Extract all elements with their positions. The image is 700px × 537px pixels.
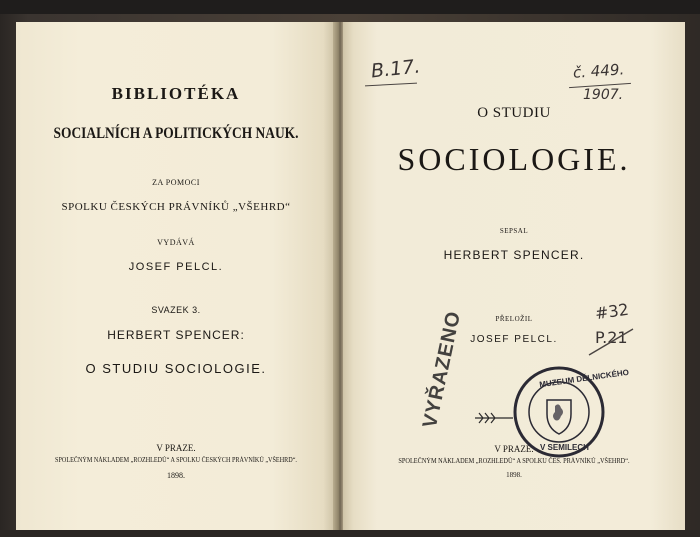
handwritten-mark-2: P.21 — [595, 328, 628, 347]
handwritten-mark-1: #32 — [593, 299, 630, 324]
imprint-publisher-right: SPOLEČNÝM NÁKLADEM „ROZHLEDŮ“ A SPOLKU ČES. PRÁVNÍKŮ „VŠEHRD“. — [398, 457, 630, 465]
sepsal-label: SEPSAL — [499, 227, 529, 235]
bottom-tape — [0, 530, 700, 537]
author-name: HERBERT SPENCER: — [107, 328, 245, 342]
left-page — [16, 22, 336, 530]
title-small: O STUDIU — [477, 105, 551, 121]
series-title: BIBLIOTÉKA — [111, 84, 241, 103]
za-pomoci-label: ZA POMOCI — [152, 178, 200, 187]
handwritten-shelfmark: B.17. — [369, 55, 422, 83]
series-subtitle: SOCIALNÍCH A POLITICKÝCH NAUK. — [53, 125, 299, 142]
sprig-icon — [473, 410, 515, 426]
work-title: O STUDIU SOCIOLOGIE. — [85, 361, 267, 376]
translator-name: JOSEF PELCL. — [470, 334, 558, 345]
imprint-city-right: V PRAZE. — [494, 444, 534, 454]
imprint-year: 1898. — [167, 471, 185, 480]
right-page — [343, 22, 685, 530]
volume-label: SVAZEK 3. — [151, 305, 201, 315]
imprint-city: V PRAZE. — [156, 443, 196, 453]
society-name: SPOLKU ČESKÝCH PRÁVNÍKŮ „VŠEHRD“ — [61, 201, 291, 213]
handwritten-year: 1907. — [583, 87, 624, 103]
discarded-stamp: VYŘAZENO — [418, 308, 466, 430]
museum-stamp-top: MUZEUM DĚLNICKÉHO — [538, 367, 630, 390]
handwritten-number: č. 449. — [572, 60, 625, 82]
editor-name: JOSEF PELCL. — [128, 261, 224, 273]
vydava-label: VYDÁVÁ — [157, 238, 195, 247]
main-title: SOCIOLOGIE. — [397, 141, 631, 177]
prelozil-label: PŘELOŽIL — [495, 315, 533, 323]
top-tape — [0, 0, 700, 14]
imprint-publisher: SPOLEČNÝM NÁKLADEM „ROZHLEDŮ“ A SPOLKU ČESKÝCH PRÁVNÍKŮ „VŠEHRD“. — [55, 456, 297, 464]
author-name-right: HERBERT SPENCER. — [443, 248, 585, 262]
museum-stamp-bottom: V SEMILECH — [540, 443, 589, 452]
handwritten-underline — [365, 83, 417, 87]
handwritten-strikethrough-icon — [587, 325, 637, 359]
imprint-year-right: 1898. — [506, 471, 522, 479]
